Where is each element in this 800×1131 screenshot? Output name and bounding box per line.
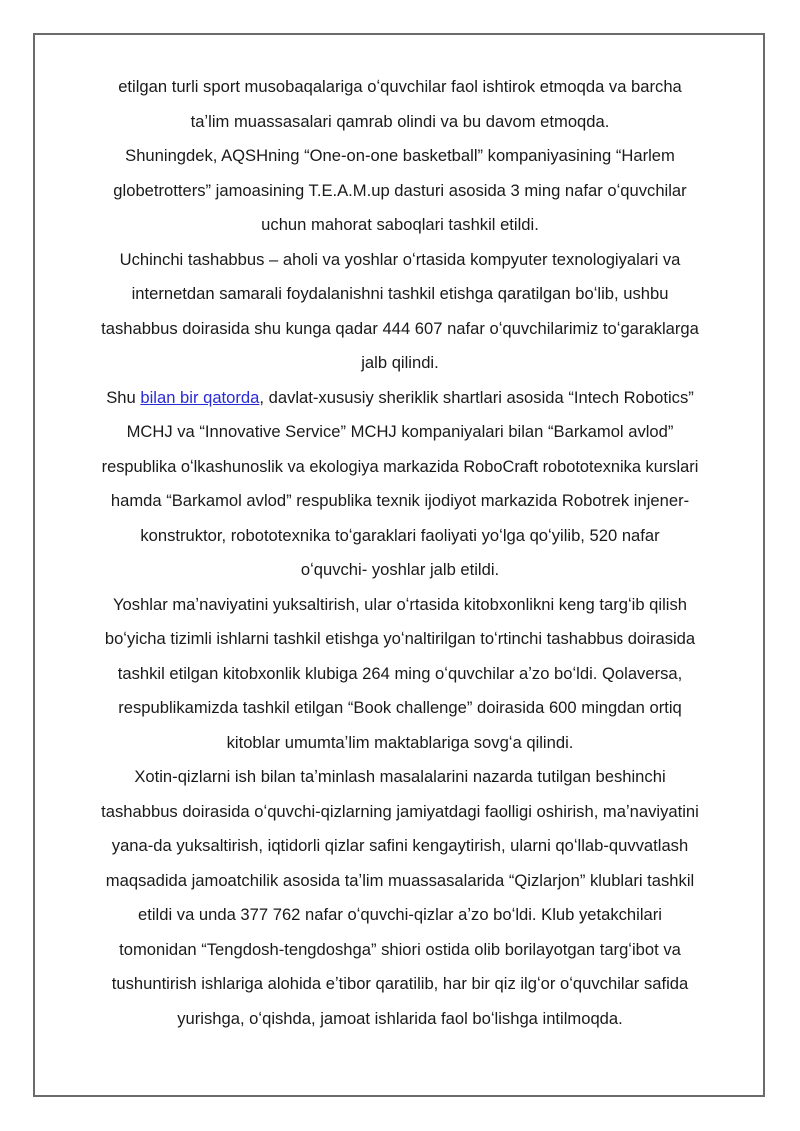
- text-line: tashabbus doirasida shu kunga qadar 444 607 nafar oʻquvchilarimiz toʻgaraklarga: [101, 318, 699, 338]
- text-line: kitoblar umumtaʼlim maktablariga sovgʻa qilindi.: [226, 732, 574, 752]
- text-line: tushuntirish ishlariga alohida eʼtibor qaratilib, har bir qiz ilgʻor oʻquvchilar safida: [111, 974, 689, 993]
- text-line: hamda “Barkamol avlod” respublika texnik ijodiyot markazida Robotrek injener-: [110, 491, 690, 510]
- text-line: uchun mahorat saboqlari tashkil etildi.: [261, 215, 539, 234]
- text-line: boʻyicha tizimli ishlarni tashkil etishga yoʻnaltirilgan toʻrtinchi tashabbus doirasida: [104, 629, 696, 648]
- document-body: [100, 70, 700, 1036]
- text-line: Xotin-qizlarni ish bilan taʼminlash masalalarini nazarda tutilgan beshinchi: [134, 767, 666, 786]
- text-segment: Shu: [106, 387, 141, 407]
- text-line: jalb qilindi.: [361, 353, 439, 372]
- text-line: tashabbus doirasida oʻquvchi-qizlarning jamiyatdagi faolligi oshirish, maʼnaviyatini: [101, 801, 699, 821]
- text-line: MCHJ va “Innovative Service” MCHJ kompaniyalari bilan “Barkamol avlod”: [126, 422, 674, 441]
- text-segment: , davlat-xususiy sheriklik shartlari asosida “Intech Robotics”: [259, 387, 694, 407]
- text-line: tashkil etilgan kitobxonlik klubiga 264 ming oʻquvchilar aʼzo boʻldi. Qolaversa,: [117, 663, 683, 683]
- text-line: Shuningdek, AQSHning “One-on-one basketball” kompaniyasining “Harlem: [125, 146, 675, 165]
- text-line: respublika oʻlkashunoslik va ekologiya markazida RoboCraft robototexnika kurslari: [101, 457, 699, 476]
- text-line: yurishga, oʻqishda, jamoat ishlarida faol boʻlishga intilmoqda.: [177, 1008, 623, 1028]
- text-line: maqsadida jamoatchilik asosida taʼlim muassasalarida “Qizlarjon” klublari tashkil: [105, 870, 695, 890]
- text-line: etildi va unda 377 762 nafar oʻquvchi-qizlar aʼzo boʻldi. Klub yetakchilari: [138, 905, 662, 924]
- text-line: globetrotters” jamoasining T.E.A.M.up dasturi asosida 3 ming nafar oʻquvchilar: [113, 180, 687, 200]
- text-line: internetdan samarali foydalanishni tashkil etishga qaratilgan boʻlib, ushbu: [131, 284, 669, 303]
- text-line: taʼlim muassasalari qamrab olindi va bu davom etmoqda.: [190, 111, 610, 131]
- text-line: respublikamizda tashkil etilgan “Book challenge” doirasida 600 mingdan ortiq: [118, 698, 682, 717]
- inline-link[interactable]: bilan bir qatorda: [140, 387, 260, 407]
- text-line: yana-da yuksaltirish, iqtidorli qizlar safini kengaytirish, ularni qoʻllab-quvvatlash: [111, 836, 689, 855]
- text-line: Uchinchi tashabbus – aholi va yoshlar oʻrtasida kompyuter texnologiyalari va: [119, 249, 681, 269]
- text-line: [100, 381, 700, 416]
- text-line: Yoshlar maʼnaviyatini yuksaltirish, ular oʻrtasida kitobxonlikni keng targʻib qilish: [113, 594, 687, 614]
- text-line: konstruktor, robototexnika toʻgaraklari faoliyati yoʻlga qoʻyilib, 520 nafar: [140, 525, 660, 545]
- text-line: tomonidan “Tengdosh-tengdoshga” shiori ostida olib borilayotgan targʻibot va: [119, 939, 681, 959]
- text-line: oʻquvchi- yoshlar jalb etildi.: [300, 560, 500, 579]
- text-line: etilgan turli sport musobaqalariga oʻquvchilar faol ishtirok etmoqda va barcha: [118, 77, 682, 96]
